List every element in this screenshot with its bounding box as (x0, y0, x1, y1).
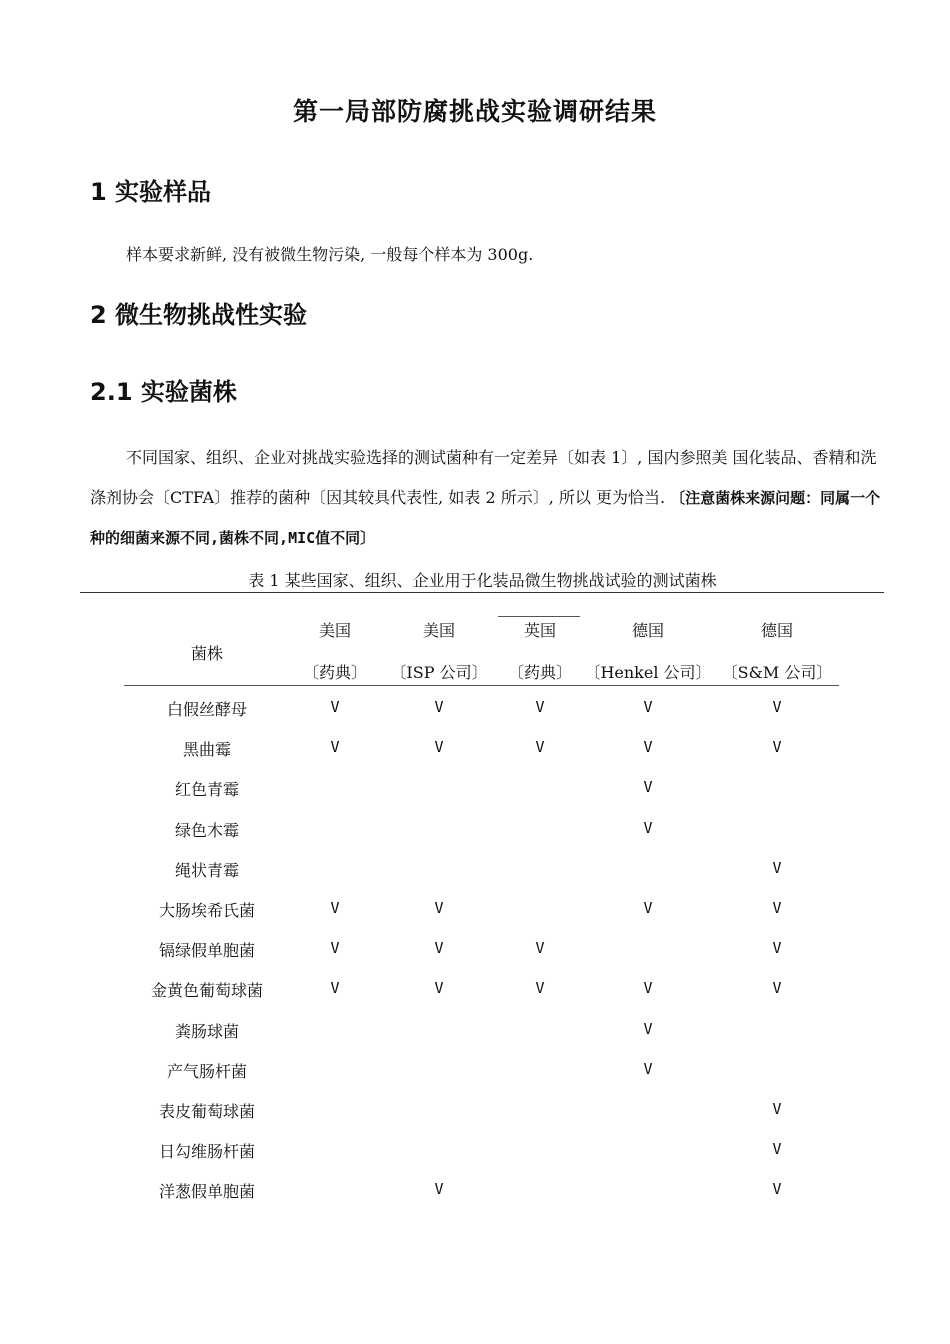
check-mark: V (643, 979, 653, 998)
check-mark: V (643, 738, 653, 757)
check-mark: V (434, 738, 444, 757)
strain-name: 镉绿假单胞菌 (158, 941, 256, 961)
check-mark: V (772, 698, 782, 716)
check-mark: V (772, 1180, 782, 1199)
check-mark: V (535, 698, 545, 716)
check-mark: V (535, 979, 545, 998)
column-source-5: 〔S&M 公司〕 (721, 663, 833, 682)
column-source-3: 〔药典〕 (507, 663, 573, 682)
check-mark: V (643, 778, 653, 797)
column-country-1: 美国 (318, 621, 352, 640)
strain-name: 红色青霉 (174, 780, 240, 800)
check-mark: V (434, 698, 444, 716)
column-source-4: 〔Henkel 公司〕 (584, 663, 712, 682)
strain-name: 日勾维肠杆菌 (158, 1142, 256, 1162)
check-mark: V (772, 858, 782, 877)
check-mark: V (772, 899, 782, 917)
strain-name: 表皮葡萄球菌 (158, 1102, 256, 1121)
paragraph-normal-text: 不同国家、组织、企业对挑战实验选择的测试菌种有一定差异〔如表 1〕, 国内参照美 国化装品、香精和洗涤剂协会〔CTFA〕推荐的菌种〔因其较具代表性, 如表 2 所示〕, 所以 更为恰当. (90, 448, 877, 507)
column-source-1: 〔药典〕 (302, 663, 368, 682)
check-mark: V (535, 738, 545, 757)
column-country-5: 德国 (760, 621, 794, 640)
check-mark: V (535, 939, 545, 958)
check-mark: V (434, 939, 444, 958)
strain-name: 绳状青霉 (174, 860, 240, 880)
check-mark: V (330, 698, 340, 716)
check-mark: V (330, 899, 340, 917)
section-2-1-paragraph (90, 438, 890, 558)
table-caption: 表 1 某些国家、组织、企业用于化装品微生物挑战试验的测试菌株 (248, 571, 717, 590)
strain-name: 绿色木霉 (174, 820, 240, 840)
check-mark: V (772, 939, 782, 958)
check-mark: V (643, 1059, 653, 1078)
check-mark: V (434, 1180, 444, 1199)
strain-name: 黑曲霉 (182, 740, 232, 760)
column-country-3: 英国 (523, 621, 557, 640)
column-country-2: 美国 (422, 621, 456, 640)
table-header-rule (124, 685, 839, 686)
check-mark: V (643, 818, 653, 837)
check-mark: V (772, 738, 782, 757)
section-1-text: 样本要求新鲜, 没有被微生物污染, 一般每个样本为 300g. (126, 245, 534, 264)
section-2-1-heading: 2.1 实验菌株 (90, 378, 237, 406)
column-source-2: 〔ISP 公司〕 (390, 663, 488, 682)
check-mark: V (772, 979, 782, 998)
strain-name: 粪肠球菌 (174, 1021, 240, 1041)
check-mark: V (643, 1019, 653, 1038)
strain-name: 金黄色葡萄球菌 (150, 981, 264, 1001)
strain-name: 洋葱假单胞菌 (158, 1182, 256, 1202)
check-mark: V (330, 979, 340, 998)
check-mark: V (643, 899, 653, 917)
strain-name: 白假丝酵母 (166, 700, 248, 719)
column-country-4: 德国 (631, 621, 665, 640)
check-mark: V (330, 939, 340, 958)
table-header-mini-rule (498, 616, 580, 617)
check-mark: V (643, 698, 653, 716)
strain-name: 产气肠杆菌 (166, 1061, 248, 1081)
section-2-heading: 2 微生物挑战性实验 (90, 301, 308, 329)
table-top-rule (80, 592, 884, 593)
strain-column-header: 菌株 (190, 644, 224, 663)
document-title: 第一局部防腐挑战实验调研结果 (292, 97, 657, 126)
check-mark: V (772, 1140, 782, 1159)
check-mark: V (434, 899, 444, 917)
check-mark: V (772, 1100, 782, 1118)
strain-name: 大肠埃希氏菌 (158, 901, 256, 920)
check-mark: V (434, 979, 444, 998)
paragraph-bold-note: 〔注意菌株来源问题：同属一个种的细菌来源不同,菌株不同,MIC值不同〕 (90, 489, 881, 547)
section-1-heading: 1 实验样品 (90, 178, 212, 206)
check-mark: V (330, 738, 340, 757)
